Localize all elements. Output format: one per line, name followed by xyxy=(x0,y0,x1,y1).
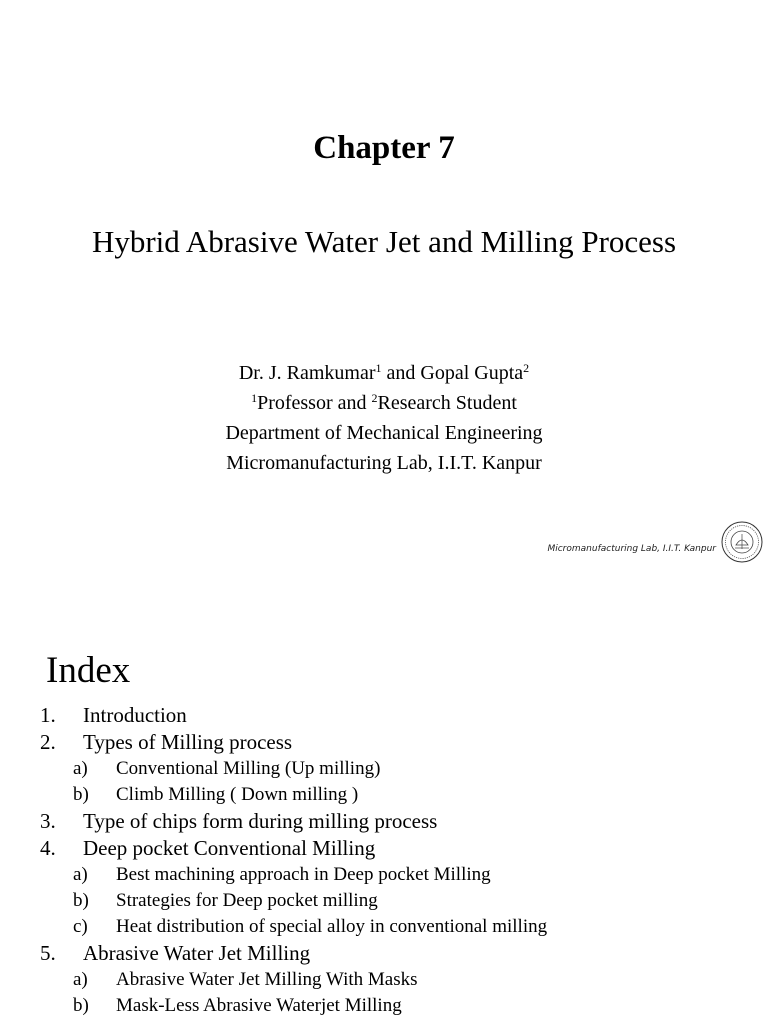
index-slide xyxy=(0,585,768,1024)
toc-item-text: Types of Milling process xyxy=(83,730,293,754)
toc-subitem xyxy=(0,862,768,888)
role-superscript-2: 2 xyxy=(371,391,378,405)
table-of-contents xyxy=(0,702,768,1019)
slide-footer: Micromanufacturing Lab, I.I.T. Kanpur xyxy=(547,544,716,554)
toc-subitem-letter: b) xyxy=(73,995,89,1016)
toc-subitem-letter: b) xyxy=(73,890,89,911)
lab-line: Micromanufacturing Lab, I.I.T. Kanpur xyxy=(226,452,542,474)
role-1: Professor and xyxy=(257,392,372,414)
index-heading: Index xyxy=(46,650,131,691)
toc-item-text: Introduction xyxy=(83,703,187,727)
author-block xyxy=(0,358,768,478)
toc-subitem-text: Abrasive Water Jet Milling With Masks xyxy=(116,969,418,990)
toc-subitem-text: Mask-Less Abrasive Waterjet Milling xyxy=(116,995,402,1016)
chapter-heading: Chapter 7 xyxy=(313,130,455,166)
toc-item xyxy=(0,702,768,729)
author-name-1: Dr. J. Ramkumar xyxy=(238,362,376,384)
toc-subitem xyxy=(0,993,768,1019)
toc-item-number: 3. xyxy=(40,809,56,833)
toc-subitem-letter: a) xyxy=(73,864,88,885)
toc-item-text: Deep pocket Conventional Milling xyxy=(83,836,376,860)
toc-subitem-text: Climb Milling ( Down milling ) xyxy=(116,784,359,805)
toc-item-number: 5. xyxy=(40,941,56,965)
toc-item-number: 4. xyxy=(40,836,56,860)
toc-subitem-letter: a) xyxy=(73,758,88,779)
toc-subitem-letter: b) xyxy=(73,784,89,805)
toc-subitem xyxy=(0,888,768,914)
toc-subitem-text: Conventional Milling (Up milling) xyxy=(116,758,381,779)
toc-subitem xyxy=(0,914,768,940)
toc-item-number: 1. xyxy=(40,703,56,727)
toc-subitem-text: Heat distribution of special alloy in conventional milling xyxy=(116,916,548,937)
author-superscript-1: 1 xyxy=(375,361,382,375)
roles-line xyxy=(0,388,768,418)
toc-subitem-letter: c) xyxy=(73,916,88,937)
author-line xyxy=(0,358,768,388)
toc-item-text: Type of chips form during milling process xyxy=(83,809,438,833)
document-title: Hybrid Abrasive Water Jet and Milling Process xyxy=(91,224,677,259)
toc-item-text: Abrasive Water Jet Milling xyxy=(83,941,311,965)
toc-subitem xyxy=(0,967,768,993)
author-superscript-2: 2 xyxy=(523,361,530,375)
department-line: Department of Mechanical Engineering xyxy=(225,422,543,444)
toc-item xyxy=(0,808,768,835)
institute-seal-icon xyxy=(721,521,763,563)
toc-subitem-letter: a) xyxy=(73,969,88,990)
toc-item xyxy=(0,729,768,756)
toc-item-number: 2. xyxy=(40,730,56,754)
toc-subitem xyxy=(0,756,768,782)
author-name-2: and Gopal Gupta xyxy=(381,362,524,384)
role-superscript-1: 1 xyxy=(251,391,258,405)
toc-subitem xyxy=(0,782,768,808)
toc-item xyxy=(0,835,768,862)
toc-item xyxy=(0,940,768,967)
toc-subitem-text: Best machining approach in Deep pocket Milling xyxy=(116,864,491,885)
toc-subitem-text: Strategies for Deep pocket milling xyxy=(116,890,378,911)
role-2: Research Student xyxy=(377,392,517,414)
